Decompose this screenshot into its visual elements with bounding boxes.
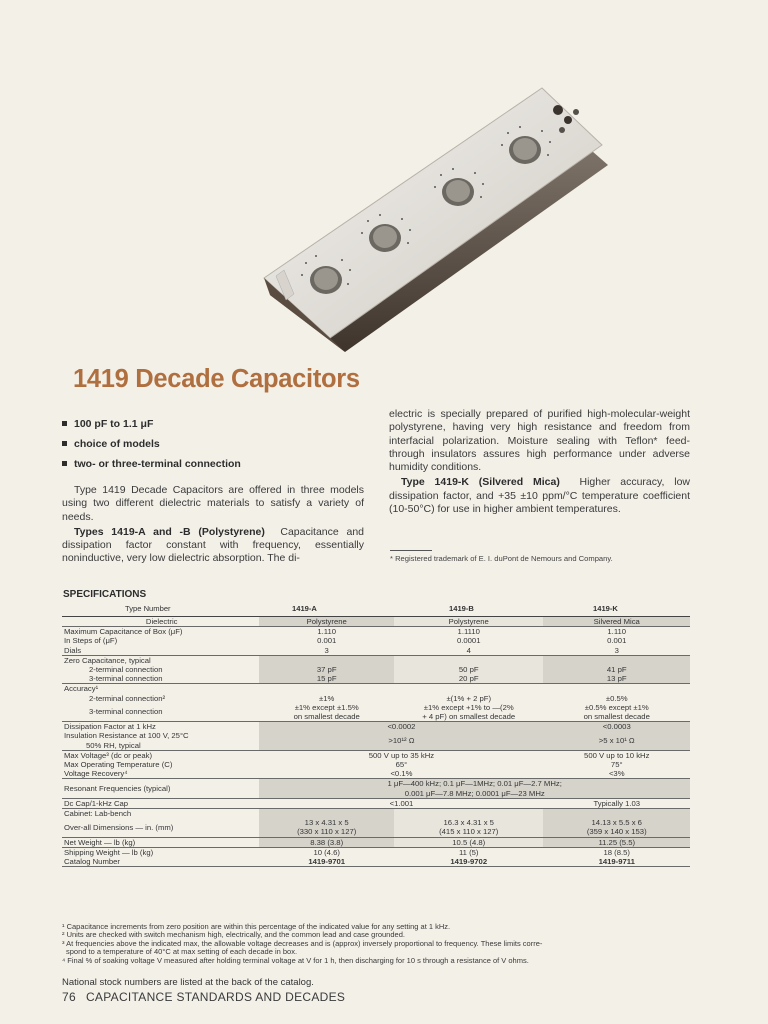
- row-label: In Steps of (μF): [64, 636, 118, 646]
- cell: 13 pF: [543, 674, 690, 684]
- cell: Polystyrene: [259, 617, 394, 627]
- model-k-header: 1419-K: [593, 604, 618, 613]
- cell: 11 (5): [458, 847, 479, 857]
- page-number: 76: [62, 990, 76, 1004]
- table-row: [62, 636, 690, 645]
- row-label: 3-terminal connection: [62, 703, 259, 722]
- cell: 13 x 4.31 x 5 (330 x 110 x 127): [259, 818, 394, 837]
- bullet-square-icon: [62, 421, 67, 426]
- row-label: Dissipation Factor at 1 kHz: [64, 722, 156, 732]
- table-row: [62, 857, 690, 867]
- row-label: Shipping Weight — lb (kg): [64, 847, 154, 857]
- table-row: [62, 837, 690, 847]
- row-label: Max Voltage³ (dc or peak): [64, 750, 153, 760]
- cell: 10.5 (4.8): [394, 837, 544, 847]
- type-k-paragraph: [389, 476, 690, 516]
- row-label: Dials: [62, 646, 259, 656]
- footnote: ⁴ Final % of soaking voltage V measured after holding terminal voltage at V for 1 h, then discharging for 10 s through a resistance of V ohms.: [62, 955, 529, 965]
- row-label: Accuracy¹: [64, 684, 99, 694]
- page-title: 1419 Decade Capacitors: [73, 365, 360, 393]
- feature-list: [62, 414, 241, 474]
- cell: 11.25 (5.5): [543, 837, 690, 847]
- types-ab-text-end: electric is specially prepared of purified high-molecular-weight polystyrene, having very high resistance and freedom from interfacial polarization. Moisture sealing with Teflon* feed-through insulators assures high performance under adverse humidity conditions.: [389, 408, 690, 474]
- row-label: 2-terminal connection: [89, 665, 163, 675]
- types-ab-text-start: Capacitance and dissipation factor constant with frequency, essentially noninductive, very low dielectric absorption. The di-: [62, 525, 364, 565]
- table-row: [62, 750, 690, 760]
- catalog-number: 1419-9701: [259, 857, 394, 867]
- table-row: [62, 779, 690, 798]
- cell: >5 x 10¹ Ω: [543, 731, 690, 750]
- trademark-note: * Registered trademark of E. I. duPont de Nemours and Company.: [390, 554, 613, 563]
- bullet-square-icon: [62, 441, 67, 446]
- table-row: [62, 646, 690, 656]
- cell: <0.0002: [259, 722, 543, 732]
- cell: >10¹² Ω: [259, 731, 543, 750]
- table-row: [62, 627, 690, 637]
- catalog-note: National stock numbers are listed at the back of the catalog.: [62, 977, 314, 988]
- table-row: [62, 722, 690, 732]
- row-label: Maximum Capacitance of Box (μF): [64, 627, 183, 637]
- cell: 37 pF: [259, 665, 394, 674]
- bullet-square-icon: [62, 461, 67, 466]
- types-ab-heading: Types 1419-A and -B (Polystyrene): [74, 525, 265, 538]
- cell: Typically 1.03: [543, 798, 690, 808]
- cell: 10 (4.6): [313, 847, 340, 857]
- row-label: Zero Capacitance, typical: [64, 655, 151, 665]
- cell: 20 pF: [394, 674, 544, 684]
- cell: 41 pF: [543, 665, 690, 674]
- cell: 500 V up to 35 kHz: [368, 750, 435, 760]
- cell: 4: [394, 646, 544, 656]
- cell: <0.1%: [259, 769, 543, 779]
- cell: <0.0003: [543, 722, 690, 732]
- table-row: [62, 798, 690, 808]
- cell: 14.13 x 5.5 x 6 (359 x 140 x 153): [543, 818, 690, 837]
- footnote: ¹ Capacitance increments from zero position are within this percentage of the indicated value for any setting at 1 kHz.: [62, 922, 451, 931]
- row-label: Dc Cap/1-kHz Cap: [62, 798, 259, 808]
- intro-column: [62, 484, 364, 566]
- cell: <1.001: [259, 798, 543, 808]
- table-row: [62, 760, 690, 769]
- intro-paragraph: Type 1419 Decade Capacitors are offered in three models using two different dielectric materials to satisfy a variety of needs.: [62, 484, 364, 523]
- table-row: [62, 665, 690, 674]
- section-title: CAPACITANCE STANDARDS AND DECADES: [85, 990, 346, 1004]
- row-label: Max Operating Temperature (C): [64, 760, 173, 770]
- decade-capacitor-photo: [250, 70, 620, 370]
- cell: 75°: [610, 760, 623, 770]
- page-footer: [62, 990, 345, 1004]
- cell: 18 (8.5): [603, 847, 630, 857]
- cell: ±1%: [319, 693, 335, 703]
- type-number-header: Type Number: [125, 604, 171, 613]
- cell: 1 μF—400 kHz; 0.1 μF—1MHz; 0.01 μF—2.7 MHz; 0.001 μF—7.8 MHz; 0.0001 μF—23 MHz: [259, 779, 690, 798]
- row-label: Voltage Recovery⁴: [62, 769, 259, 779]
- types-ab-continued: [389, 408, 690, 474]
- cell: 3: [259, 646, 394, 656]
- table-row: [62, 731, 690, 750]
- feature-item: choice of models: [62, 434, 241, 454]
- table-row: [62, 655, 690, 665]
- specifications-heading: SPECIFICATIONS: [63, 589, 147, 600]
- row-label: Dielectric: [62, 617, 259, 627]
- footnote: ³ At frequencies above the indicated max, the allowable voltage decreases and is (approx) inversely proportional to frequency. These limits corre-: [62, 938, 543, 948]
- cell: 65°: [395, 760, 408, 770]
- row-label: 3-terminal connection: [62, 674, 259, 684]
- table-row: [62, 617, 690, 627]
- cell: 0.001: [317, 636, 337, 646]
- cell: 15 pF: [259, 674, 394, 684]
- cell: ±1% except +1% to —(2% + 4 pF) on smallest decade: [394, 703, 544, 722]
- row-label: Over-all Dimensions — in. (mm): [62, 818, 259, 837]
- footnotes: [62, 923, 694, 965]
- row-label: Net Weight — lb (kg): [62, 837, 259, 847]
- cell: ±0.5%: [605, 693, 628, 703]
- row-label: 2-terminal connection²: [89, 693, 166, 703]
- description-column: [389, 408, 690, 516]
- table-row: [62, 674, 690, 684]
- table-row: [62, 769, 690, 779]
- table-row: [62, 684, 690, 694]
- cell: 1.110: [317, 627, 337, 637]
- cell: 500 V up to 10 kHz: [584, 750, 650, 760]
- row-label: Catalog Number: [62, 857, 259, 867]
- cell: Polystyrene: [394, 617, 544, 627]
- cell: <3%: [543, 769, 690, 779]
- row-label: Resonant Frequencies (typical): [62, 779, 259, 798]
- table-row: [62, 809, 690, 819]
- footnote: spond to a temperature of 40°C at max setting of each decade in box.: [66, 947, 298, 957]
- table-row: [62, 847, 690, 857]
- cell: ±(1% + 2 pF): [446, 693, 492, 703]
- cell: 1.110: [607, 627, 627, 637]
- type-k-text: Higher accuracy, low dissipation factor, and +35 ±10 ppm/°C temperature coefficient (10-50°C) for use in higher ambient temperatures.: [389, 476, 690, 516]
- cell: 1.1110: [457, 627, 480, 637]
- footnote-rule: [390, 550, 432, 551]
- footnote: ² Units are checked with switch mechanism high, electrically, and the common lead and case grounded.: [62, 930, 405, 940]
- catalog-number: 1419-9702: [394, 857, 544, 867]
- model-b-header: 1419-B: [449, 604, 474, 613]
- cell: 16.3 x 4.31 x 5 (415 x 110 x 127): [394, 818, 544, 837]
- cell: Silvered Mica: [543, 617, 690, 627]
- cell: 50 pF: [394, 665, 544, 674]
- cell: 3: [543, 646, 690, 656]
- specifications-table: [62, 616, 690, 867]
- feature-item: two- or three-terminal connection: [62, 454, 241, 474]
- catalog-number: 1419-9711: [543, 857, 690, 867]
- cell: 8.38 (3.8): [259, 837, 394, 847]
- cell: 0.001: [607, 636, 627, 646]
- table-row: [62, 703, 690, 722]
- table-row: [62, 694, 690, 703]
- table-row: [62, 818, 690, 837]
- cell: 0.0001: [456, 636, 481, 646]
- row-label: Cabinet: Lab-bench: [64, 809, 132, 819]
- cell: ±1% except ±1.5% on smallest decade: [259, 703, 394, 722]
- types-ab-paragraph: [62, 526, 364, 566]
- feature-item: 100 pF to 1.1 μF: [62, 414, 241, 434]
- model-a-header: 1419-A: [292, 604, 317, 613]
- cell: ±0.5% except ±1% on smallest decade: [543, 703, 690, 722]
- type-k-heading: Type 1419-K (Silvered Mica): [401, 476, 560, 489]
- row-label: Insulation Resistance at 100 V, 25°C 50% RH, typical: [62, 731, 259, 750]
